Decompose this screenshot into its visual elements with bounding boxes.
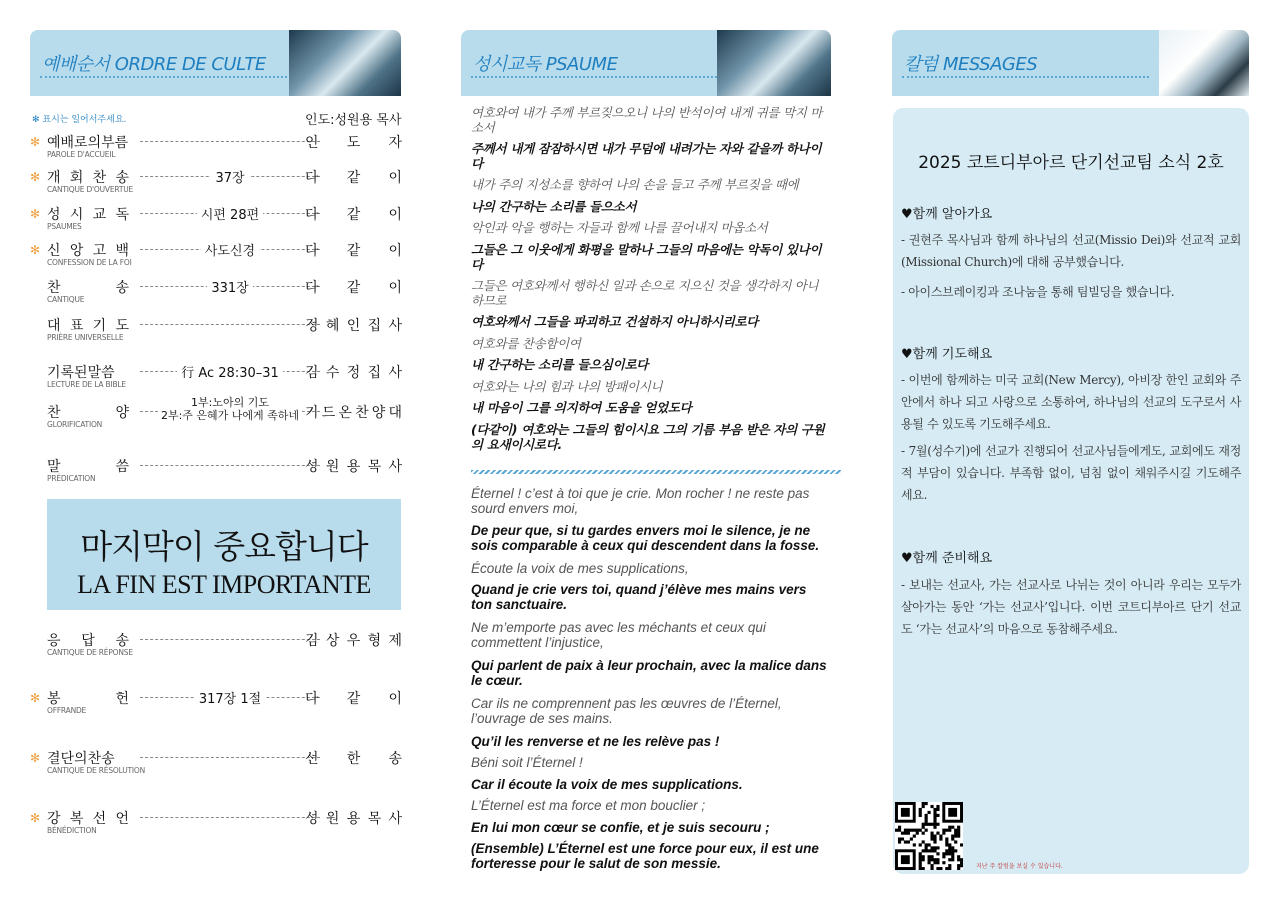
psalm-line: Ne m’emporte pas avec les méchants et ceux qui commettent l’injustice, — [471, 620, 766, 650]
dash-leader — [140, 324, 320, 325]
order-item-title: 신 앙 고 백 — [47, 243, 129, 259]
psalm-line: 악인과 악을 행하는 자들과 함께 나를 끌어내지 마옵소서 — [471, 220, 768, 235]
psalm-line: 그들은 그 이웃에게 화평을 말하나 그들의 마음에는 악독이 있나이다 — [471, 242, 822, 272]
order-item-subtitle: PRIÈRE UNIVERSELLE — [47, 333, 124, 342]
order-row — [30, 204, 402, 238]
order-item-title: 강 복 선 언 — [47, 811, 129, 827]
order-row — [30, 748, 402, 782]
stand-marker-icon: ✻ — [30, 811, 41, 825]
psalm-line: 여호와를 찬송함이여 — [471, 336, 581, 351]
psalm-line: 주께서 내게 잠잠하시면 내가 무덤에 내려가는 자와 같을까 하나이다 — [471, 141, 822, 171]
order-item-detail — [140, 240, 320, 259]
detail-text: 37장 — [211, 171, 248, 186]
order-item-person: 성 원 용 목 사 — [305, 811, 402, 827]
detail-part-1: 1부:노아의 기도 — [188, 396, 272, 409]
pray-item-1: - 이번에 함께하는 미국 교회(New Mercy), 아비장 한인 교회와 주 안에서 하나 되고 사랑으로 소통하여, 하나님의 선교의 도구로서 사용될 수 있도록 기도해주세요. — [901, 373, 1241, 431]
order-item-subtitle: BÉNÉDICTION — [47, 826, 97, 835]
order-item-subtitle: CANTIQUE — [47, 295, 85, 304]
order-row — [30, 688, 402, 722]
order-item-title: 대 표 기 도 — [47, 318, 129, 334]
order-item-detail — [140, 277, 320, 296]
stand-marker-icon: ✻ — [30, 207, 41, 221]
stand-marker-icon: ✻ — [30, 170, 41, 184]
order-row — [30, 456, 402, 490]
psalm-line: Éternel ! c’est à toi que je crie. Mon rocher ! ne reste pas sourd envers moi, — [471, 486, 810, 516]
learn-item-2: - 아이스브레이킹과 조나눔을 통해 팀빌딩을 했습니다. — [901, 285, 1175, 299]
section-prepare: ♥함께 준비해요 — [901, 551, 993, 566]
prepare-item: - 보내는 선교사, 가는 선교사로 나뉘는 것이 아니라 우리는 모두가 살아가는 동안 ‘가는 선교사’입니다. 이번 코트디부아르 단기 선교도 ‘가는 선교사’의 마음으로 동참해주세요. — [901, 578, 1241, 636]
order-item-title: 찬 송 — [47, 280, 129, 296]
order-header-title: 예배순서 ORDRE DE CULTE — [42, 54, 266, 75]
order-row — [30, 630, 402, 664]
psalm-line: Écoute la voix de mes supplications, — [471, 561, 689, 576]
qr-code[interactable] — [895, 802, 963, 870]
messages-header — [892, 30, 1249, 96]
detail-text: 行 Ac 28:30–31 — [177, 366, 283, 381]
psalm-line: 내 마음이 그를 의지하여 도움을 얻었도다 — [471, 400, 692, 415]
order-row — [30, 167, 402, 201]
order-item-title: 개 회 찬 송 — [47, 170, 129, 186]
psalm-divider — [471, 470, 841, 474]
header-photo — [289, 30, 401, 96]
order-item-subtitle: PRÉDICATION — [47, 474, 96, 483]
message-title: 2025 코트디부아르 단기선교팀 소식 2호 — [918, 153, 1224, 173]
order-item-subtitle: PSAUMES — [47, 222, 82, 231]
detail-text: 사도신경 — [201, 244, 259, 259]
order-row — [30, 315, 402, 349]
order-header — [30, 30, 401, 96]
order-item-person: 다 같 이 — [305, 243, 402, 259]
detail-text: 시편 28편 — [197, 208, 263, 223]
order-item-subtitle: CONFESSION DE LA FOI — [47, 258, 132, 267]
order-item-person: 다 같 이 — [305, 170, 402, 186]
stand-marker-icon: ✻ — [30, 243, 41, 257]
psalm-header — [461, 30, 831, 96]
order-item-subtitle: PAROLE D'ACCUEIL — [47, 150, 116, 159]
psalm-line: 나의 간구하는 소리를 들으소서 — [471, 199, 637, 214]
order-item-title: 봉 헌 — [47, 691, 129, 707]
psalm-line: Qu’il les renverse et ne les relève pas ! — [471, 734, 720, 749]
psalm-line: 여호와는 나의 힘과 나의 방패이시니 — [471, 379, 663, 394]
order-row — [30, 132, 402, 166]
qr-note: 지난 주 칼럼을 보실 수 있습니다. — [976, 863, 1063, 870]
psalm-line: L’Éternel est ma force et mon bouclier ; — [471, 798, 706, 813]
order-item-person: 인 도 자 — [305, 135, 402, 151]
order-item-subtitle: LECTURE DE LA BIBLE — [47, 380, 126, 389]
order-item-subtitle: CANTIQUE DE RÉPONSE — [47, 648, 133, 657]
psalm-line: De peur que, si tu gardes envers moi le silence, je ne sois comparable à ceux qui descendent dans la fosse. — [471, 523, 820, 553]
order-item-person: 정 혜 인 집 사 — [305, 318, 402, 334]
order-item-subtitle: GLORIFICATION — [47, 420, 103, 429]
order-item-title: 성 시 교 독 — [47, 207, 129, 223]
order-item-detail — [140, 362, 320, 381]
order-item-title: 기록된말씀 — [47, 365, 115, 381]
order-item-person: 기 드 온 찬 양 대 — [305, 405, 402, 421]
psalm-header-title: 성시교독 PSAUME — [473, 54, 618, 75]
order-item-detail — [140, 396, 320, 422]
order-item-person: 선 한 송 — [305, 751, 402, 767]
dash-leader — [140, 639, 320, 640]
order-item-title: 예배로의부름 — [47, 135, 129, 151]
order-item-detail — [140, 204, 320, 223]
dash-leader — [140, 465, 320, 466]
order-item-subtitle: CANTIQUE D'OUVERTUE — [47, 185, 134, 194]
stand-marker-icon: ✻ — [30, 691, 41, 705]
order-item-detail — [140, 167, 320, 186]
banner-title-fr: LA FIN EST IMPORTANTE — [77, 570, 371, 599]
psalm-line: Quand je crie vers toi, quand j’élève mes mains vers ton sanctuaire. — [471, 582, 807, 612]
banner-title-ko: 마지막이 중요합니다 — [80, 527, 368, 566]
section-pray: ♥함께 기도해요 — [901, 347, 993, 362]
stand-marker-icon: ✻ — [30, 135, 41, 149]
order-item-person: 성 원 용 목 사 — [305, 459, 402, 475]
order-row — [30, 362, 402, 396]
order-item-person: 다 같 이 — [305, 691, 402, 707]
header-photo — [717, 30, 831, 96]
order-item-title: 결단의찬송 — [47, 751, 115, 767]
dash-leader — [140, 141, 320, 142]
stand-marker-icon: ✻ — [30, 751, 41, 765]
order-row — [30, 277, 402, 311]
order-item-subtitle: CANTIQUE DE RÉSOLUTION — [47, 766, 145, 775]
psalm-line: En lui mon cœur se confie, et je suis secouru ; — [471, 820, 770, 835]
detail-text: 331장 — [207, 281, 252, 296]
learn-item-1: - 권현주 목사님과 함께 하나님의 선교(Missio Dei)와 선교적 교회(Missional Church)에 대해 공부했습니다. — [901, 233, 1241, 269]
psalm-line: Béni soit l’Éternel ! — [471, 755, 583, 770]
psalm-line: Car il écoute la voix de mes supplications. — [471, 777, 743, 792]
order-item-title: 말 씀 — [47, 459, 129, 475]
detail-text: 317장 1절 — [195, 692, 265, 707]
psalm-line: 그들은 여호와께서 행하신 일과 손으로 지으신 것을 생각하지 아니하므로 — [471, 278, 819, 308]
order-item-person: 다 같 이 — [305, 280, 402, 296]
psalm-line: 여호와께서 그들을 파괴하고 건설하지 아니하시리로다 — [471, 314, 759, 329]
standing-note: ✻ 표시는 일어서주세요. — [32, 115, 127, 125]
psalm-line: (다같이) 여호와는 그들의 힘이시요 그의 기름 부음 받은 자의 구원의 요새이시로다. — [471, 422, 825, 452]
psalm-line: 내 간구하는 소리를 들으심이로다 — [471, 357, 649, 372]
order-item-person: 김 수 정 집 사 — [305, 365, 402, 381]
order-item-subtitle: OFFRANDE — [47, 706, 87, 715]
order-row — [30, 396, 402, 436]
detail-part-2: 2부:주 은혜가 나에게 족하네 — [158, 409, 302, 422]
psalm-line: 내가 주의 지성소를 향하여 나의 손을 들고 주께 부르짖을 때에 — [471, 177, 799, 192]
order-row — [30, 808, 402, 842]
psalm-line: Qui parlent de paix à leur prochain, avec la malice dans le cœur. — [471, 658, 827, 688]
messages-header-title: 칼럼 MESSAGES — [904, 54, 1038, 75]
order-item-detail — [140, 688, 320, 707]
dash-leader — [140, 817, 320, 818]
order-item-title: 응 답 송 — [47, 633, 129, 649]
service-leader: 인도:성원용 목사 — [305, 113, 402, 128]
psalm-line: (Ensemble) L’Éternel est une force pour eux, il est une forteresse pour le salut de son messie. — [471, 841, 819, 871]
psalm-line: 여호와여 내가 주께 부르짖으오니 나의 반석이여 내게 귀를 막지 마소서 — [471, 105, 822, 135]
header-divider — [902, 76, 1149, 78]
sermon-banner — [47, 499, 401, 610]
order-item-title: 찬 양 — [47, 405, 129, 421]
order-item-person: 다 같 이 — [305, 207, 402, 223]
pray-item-2: - 7월(성수기)에 선교가 진행되어 선교사님들에게도, 교회에도 재정적 부담이 있습니다. 부족함 없이, 넘침 없이 채워주시길 기도해주세요. — [901, 444, 1241, 502]
coffee-cup-photo — [1159, 30, 1249, 96]
order-item-person: 김 상 우 형 제 — [305, 633, 402, 649]
section-learn: ♥함께 알아가요 — [901, 207, 993, 222]
psalm-line: Car ils ne comprennent pas les œuvres de l’Éternel, l’ouvrage de ses mains. — [471, 696, 782, 726]
order-row — [30, 240, 402, 274]
dash-leader — [140, 757, 320, 758]
